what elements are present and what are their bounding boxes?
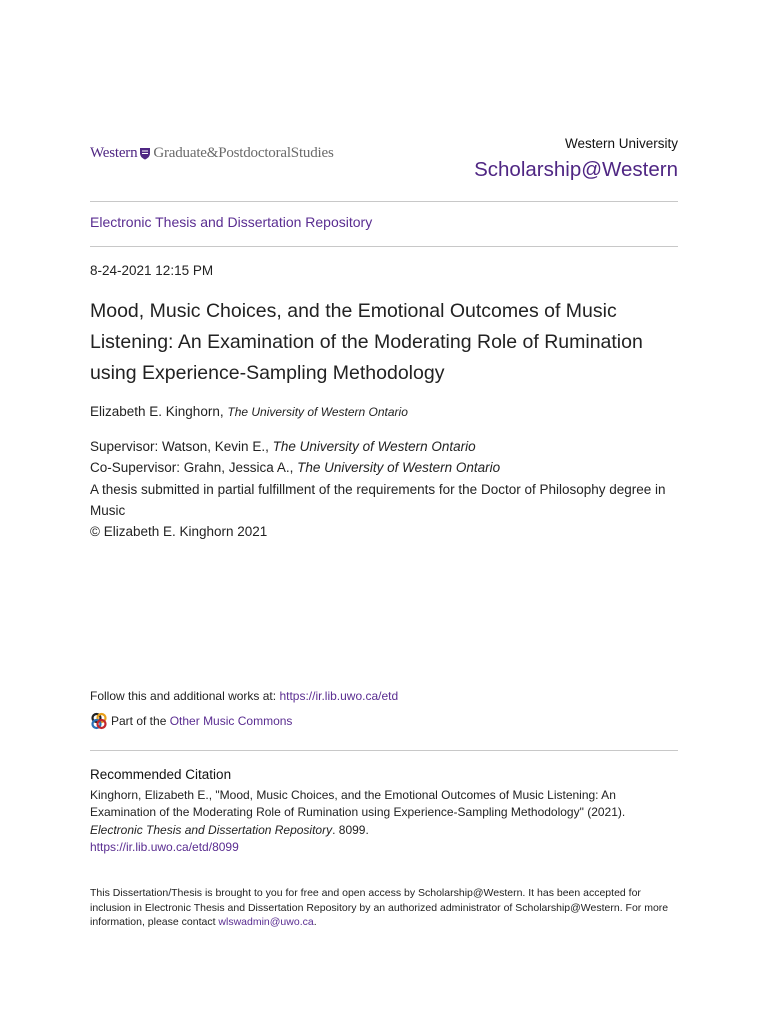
supervisor-label: Supervisor: Watson, Kevin E.,	[90, 439, 269, 454]
part-of-line	[90, 712, 292, 730]
author-name: Elizabeth E. Kinghorn,	[90, 404, 224, 419]
divider	[90, 246, 678, 247]
other-music-commons-link[interactable]: Other Music Commons	[169, 714, 293, 728]
follow-line	[90, 689, 398, 703]
logo-western-text: Western	[90, 144, 138, 161]
divider	[90, 201, 678, 202]
citation-text: Kinghorn, Elizabeth E., "Mood, Music Choices, and the Emotional Outcomes of Music Listening: An Examination of the Moderating Role of Rumination using Experience-Sampling Methodology" (2021).	[90, 788, 626, 820]
access-notice-end: .	[313, 916, 317, 928]
co-supervisor-label: Co-Supervisor: Grahn, Jessica A.,	[90, 460, 294, 476]
access-notice-text: This Dissertation/Thesis is brought to you for free and open access by Scholarship@Western. It has been accepted for inclusion in Electronic Thesis and Dissertation Repository by an authorized administrator of Scholarship@Western. For more information, please contact	[90, 887, 669, 928]
thesis-title: Mood, Music Choices, and the Emotional Outcomes of Music Listening: An Examination of the Moderating Role of Rumination using Experience-Sampling Methodology	[90, 300, 643, 384]
copyright-notice: © Elizabeth E. Kinghorn 2021	[90, 524, 268, 540]
western-crest-icon	[139, 147, 151, 160]
publication-date: 8-24-2021 12:15 PM	[90, 263, 214, 278]
degree-statement: A thesis submitted in partial fulfillment of the requirements for the Doctor of Philosophy degree in Music	[90, 481, 666, 518]
graduate-studies-logo	[90, 144, 334, 162]
co-supervisor-affiliation: The University of Western Ontario	[297, 460, 501, 476]
supervisor-affiliation: The University of Western Ontario	[272, 439, 476, 454]
logo-graduate-text: Graduate&PostdoctoralStudies	[153, 144, 334, 161]
contact-email-link[interactable]: wlswadmin@uwo.ca	[218, 916, 314, 928]
commons-network-icon	[90, 712, 108, 730]
supervisor-line	[90, 436, 682, 457]
author-line	[90, 404, 408, 419]
part-of-text: Part of the	[111, 714, 167, 728]
scholarship-western-link[interactable]: Scholarship@Western	[474, 158, 678, 181]
repository-link[interactable]: Electronic Thesis and Dissertation Repository	[90, 214, 373, 230]
thesis-metadata	[90, 436, 682, 542]
etd-link[interactable]: https://ir.lib.uwo.ca/etd	[279, 689, 399, 703]
follow-text: Follow this and additional works at:	[90, 689, 277, 703]
institution-name: Western University	[564, 136, 678, 151]
co-supervisor-line	[90, 457, 682, 478]
citation-journal: Electronic Thesis and Dissertation Repository	[90, 822, 333, 837]
recommended-citation-heading: Recommended Citation	[90, 767, 232, 782]
divider	[90, 750, 678, 751]
citation-block	[90, 787, 680, 856]
author-affiliation: The University of Western Ontario	[227, 405, 408, 419]
citation-url-link[interactable]: https://ir.lib.uwo.ca/etd/8099	[90, 839, 239, 854]
citation-number: . 8099.	[332, 822, 369, 837]
access-notice	[90, 886, 682, 930]
